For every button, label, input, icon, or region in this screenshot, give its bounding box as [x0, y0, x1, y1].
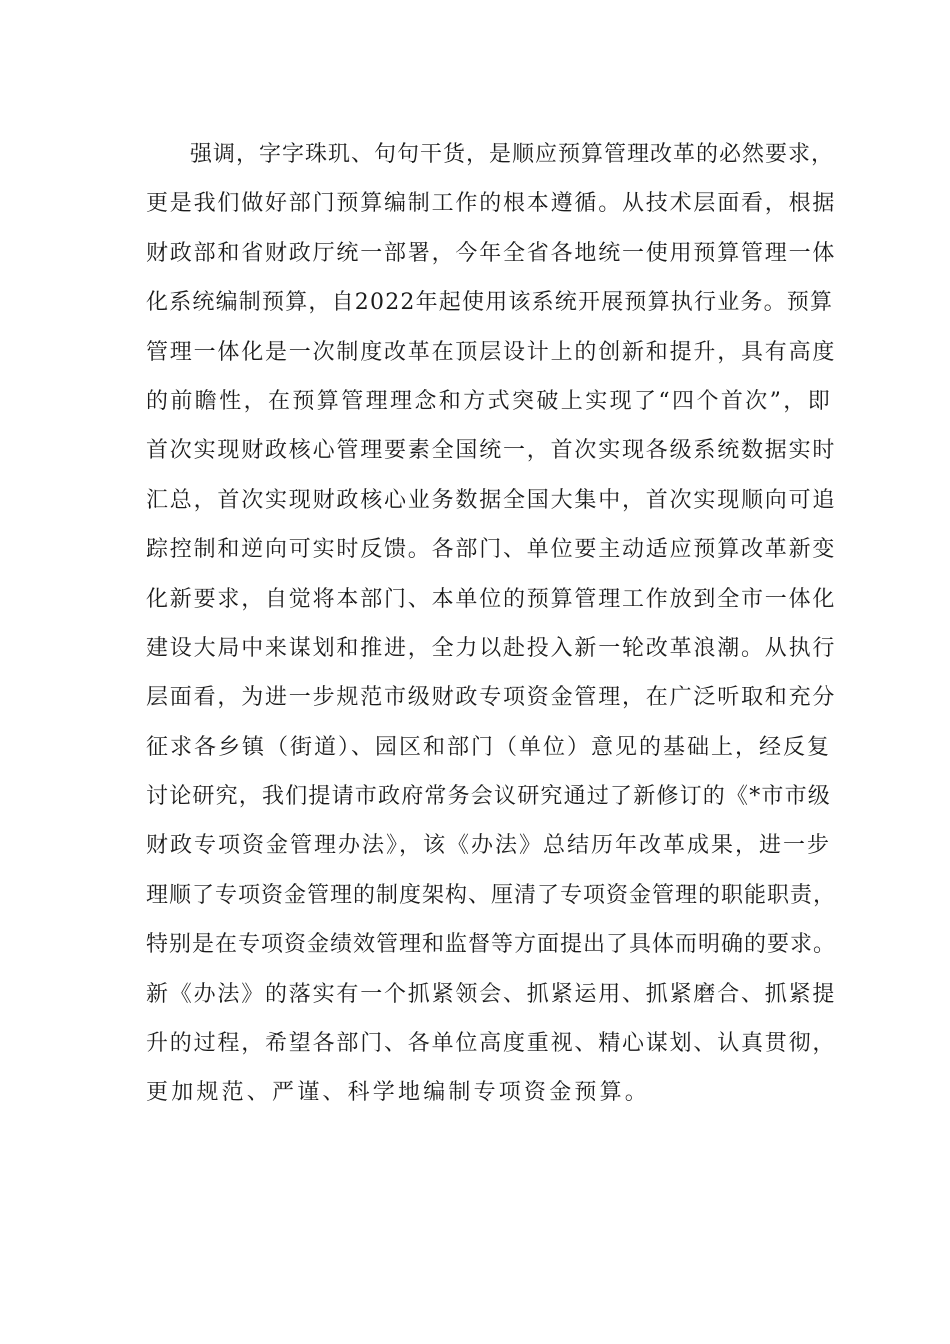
paragraph-line: 的前瞻性，在预算管理理念和方式突破上实现了“四个首次”，即 [146, 388, 833, 414]
paragraph-line: 讨论研究，我们提请市政府常务会议研究通过了新修订的《*市市级 [146, 784, 832, 810]
paragraph-line: 化新要求，自觉将本部门、本单位的预算管理工作放到全市一体化 [146, 586, 837, 612]
body-paragraph [146, 130, 836, 1118]
paragraph-line: 管理一体化是一次制度改革在顶层设计上的创新和提升，具有高度 [146, 339, 837, 365]
paragraph-line: 首次实现财政核心管理要素全国统一，首次实现各级系统数据实时 [146, 438, 837, 464]
paragraph-line: 理顺了专项资金管理的制度架构、厘清了专项资金管理的职能职责， [146, 882, 837, 908]
paragraph-line: 新《办法》的落实有一个抓紧领会、抓紧运用、抓紧磨合、抓紧提 [146, 981, 837, 1007]
paragraph-line: 特别是在专项资金绩效管理和监督等方面提出了具体而明确的要求。 [146, 932, 837, 958]
paragraph-line: 汇总，首次实现财政核心业务数据全国大集中，首次实现顺向可追 [146, 487, 837, 513]
paragraph-line: 升的过程，希望各部门、各单位高度重视、精心谋划、认真贯彻， [146, 1031, 837, 1057]
paragraph-line: 踪控制和逆向可实时反馈。各部门、单位要主动适应预算改革新变 [146, 537, 837, 563]
paragraph-line: 建设大局中来谋划和推进，全力以赴投入新一轮改革浪潮。从执行 [146, 635, 837, 661]
paragraph-line: 财政专项资金管理办法》，该《办法》总结历年改革成果，进一步 [146, 833, 832, 859]
paragraph-line: 化系统编制预算，自2022年起使用该系统开展预算执行业务。预算 [146, 290, 834, 316]
paragraph-line: 强调，字字珠玑、句句干货，是顺应预算管理改革的必然要求， [190, 142, 835, 167]
paragraph-line: 征求各乡镇（街道）、园区和部门（单位）意见的基础上，经反复 [146, 734, 832, 760]
paragraph-line: 更加规范、严谨、科学地编制专项资金预算。 [146, 1080, 651, 1106]
paragraph-line: 更是我们做好部门预算编制工作的根本遵循。从技术层面看，根据 [146, 191, 837, 217]
paragraph-line: 层面看，为进一步规范市级财政专项资金管理，在广泛听取和充分 [146, 685, 837, 711]
paragraph-line: 财政部和省财政厅统一部署，今年全省各地统一使用预算管理一体 [146, 240, 837, 266]
